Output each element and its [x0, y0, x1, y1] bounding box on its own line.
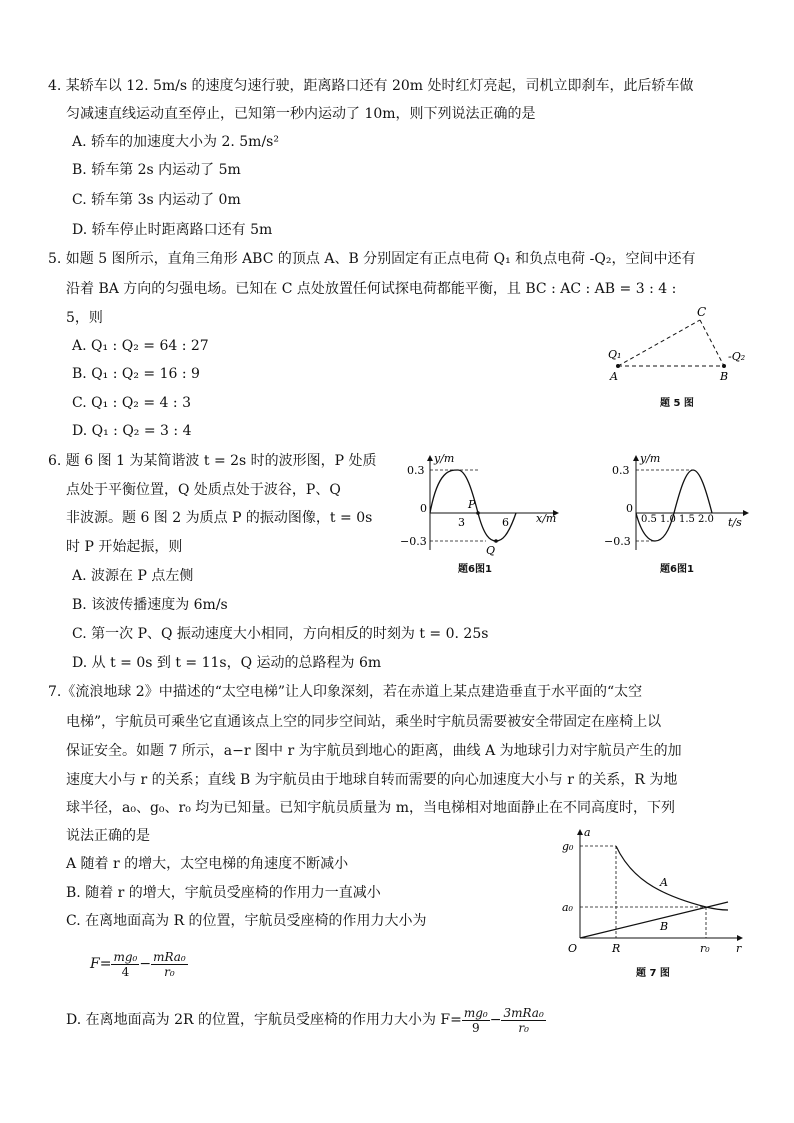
x-tick-0.5: 0.5 — [641, 514, 657, 525]
label-a: A — [610, 370, 618, 383]
label-o: O — [568, 942, 578, 955]
q6-fig2-caption: 题6图1 — [660, 564, 694, 575]
q7-stem-line6: 说法正确的是 — [66, 828, 150, 844]
q7-stem-line5: 球半径，a₀、g₀、r₀ 均为已知量。已知宇航员质量为 m，当电梯相对地面静止在不同高度时，下列 — [66, 800, 676, 816]
curve-a — [616, 846, 728, 910]
denominator: r₀ — [164, 964, 175, 979]
label-q2: -Q₂ — [728, 350, 746, 363]
label-r-radius: R — [612, 942, 621, 955]
fraction-2 — [151, 950, 188, 979]
q7-option-d-text: D. 在离地面高为 2R 的位置，宇航员受座椅的作用力大小为 F= — [66, 1012, 462, 1028]
ylabel: y/m — [434, 452, 455, 465]
q6-stem-line1: 6. 题 6 图 1 为某简谐波 t = 2s 时的波形图，P 处质 — [48, 453, 377, 469]
y-bottom-label: −0.3 — [400, 535, 427, 548]
y-top-label: 0.3 — [612, 464, 630, 477]
minus: − — [489, 1012, 502, 1028]
q6-stem-line2: 点处于平衡位置，Q 处质点处于波谷，P、Q — [66, 482, 341, 498]
q5-stem-line1: 5. 如题 5 图所示，直角三角形 ABC 的顶点 A、B 分别固定有正点电荷 Q₁ 和负点电荷 -Q₂，空间中还有 — [48, 251, 696, 267]
q6-option-d: D. 从 t = 0s 到 t = 11s，Q 运动的总路程为 6m — [72, 655, 382, 671]
x-tick-1.0: 1.0 — [660, 514, 676, 525]
label-a0: a₀ — [562, 901, 573, 914]
origin-label: 0 — [626, 502, 633, 515]
q5-option-d: D. Q₁ : Q₂ = 3 : 4 — [72, 423, 192, 439]
side-ac — [618, 320, 700, 366]
q7-option-b: B. 随着 r 的增大，宇航员受座椅的作用力一直减小 — [66, 885, 381, 901]
q6-option-a: A. 波源在 P 点左侧 — [72, 568, 194, 584]
label-curve-a: A — [660, 876, 668, 889]
q5-option-b: B. Q₁ : Q₂ = 16 : 9 — [72, 366, 200, 382]
label-c: C — [697, 305, 707, 319]
q7-figure-caption: 题 7 图 — [636, 968, 670, 979]
q7-option-a: A 随着 r 的增大，太空电梯的角速度不断减小 — [66, 856, 349, 872]
x-tick-1.5: 1.5 — [679, 514, 695, 525]
q4-stem-line2: 匀减速直线运动直至停止，已知第一秒内运动了 10m，则下列说法正确的是 — [66, 106, 536, 122]
q7-stem-line2: 电梯”，宇航员可乘坐它直通该点上空的同步空间站，乘坐时宇航员需要被安全带固定在座椅上以 — [66, 714, 662, 730]
q6-stem-line3: 非波源。题 6 图 2 为质点 P 的振动图像，t = 0s — [66, 510, 373, 526]
label-line-b: B — [660, 920, 669, 933]
q7-stem-line4: 速度大小与 r 的关系；直线 B 为宇航员由于地球自转而需要的向心加速度大小与 r 的关系，R 为地 — [66, 772, 678, 788]
q6-option-c: C. 第一次 P、Q 振动速度大小相同，方向相反的时刻为 t = 0. 25s — [72, 626, 489, 642]
formula-f: F= — [90, 956, 112, 972]
q6-fig1-caption: 题6图1 — [458, 564, 492, 575]
y-top-label: 0.3 — [407, 464, 425, 477]
vibration-curve — [636, 470, 712, 541]
label-g0: g₀ — [562, 840, 574, 853]
q7-stem-line3: 保证安全。如题 7 所示，a−r 图中 r 为宇航员到地心的距离，曲线 A 为地球引力对宇航员产生的加 — [66, 743, 682, 759]
label-q: Q — [486, 544, 496, 557]
denominator: 9 — [471, 1020, 480, 1035]
q7-a-r-figure — [560, 826, 750, 960]
label-b: B — [720, 370, 729, 383]
fraction-2 — [501, 1006, 545, 1035]
side-bc — [700, 320, 724, 366]
point-b-dot — [722, 364, 726, 368]
ylabel: y/m — [640, 452, 661, 465]
x-tick-2.0: 2.0 — [698, 514, 714, 525]
q6-stem-line4: 时 P 开始起振，则 — [66, 539, 183, 555]
denominator: 4 — [121, 964, 130, 979]
x-tick-3: 3 — [458, 516, 465, 529]
x-tick-6: 6 — [502, 516, 509, 529]
label-r-axis: r — [736, 942, 742, 955]
q5-stem-line2: 沿着 BA 方向的匀强电场。已知在 C 点处放置任何试探电荷都能平衡，且 BC : AC : AB = 3 : 4 : — [66, 281, 677, 297]
xlabel: x/m — [536, 512, 557, 525]
q7-option-d — [66, 1000, 546, 1040]
numerator: mg₀ — [113, 949, 138, 964]
q7-stem-line1: 7.《流浪地球 2》中描述的“太空电梯”让人印象深刻，若在赤道上某点建造垂直于水平面的“太空 — [48, 684, 643, 700]
label-r0: r₀ — [700, 942, 710, 955]
minus: − — [139, 956, 152, 972]
q7-option-c-formula — [90, 944, 188, 984]
q7-option-c: C. 在离地面高为 R 的位置，宇航员受座椅的作用力大小为 — [66, 913, 427, 929]
q6-option-b: B. 该波传播速度为 6m/s — [72, 597, 228, 613]
q4-option-d: D. 轿车停止时距离路口还有 5m — [72, 222, 273, 238]
origin-label: 0 — [420, 502, 427, 515]
fraction-1 — [111, 950, 139, 979]
q5-option-c: C. Q₁ : Q₂ = 4 : 3 — [72, 395, 191, 411]
q6-wave-figure — [398, 450, 568, 560]
q4-option-c: C. 轿车第 3s 内运动了 0m — [72, 192, 241, 208]
q4-option-a: A. 轿车的加速度大小为 2. 5m/s² — [72, 134, 279, 150]
numerator: mg₀ — [463, 1005, 488, 1020]
point-p — [476, 511, 480, 515]
q5-figure-caption: 题 5 图 — [660, 398, 694, 409]
label-p: P — [468, 498, 476, 511]
q5-stem-line3: 5，则 — [66, 310, 103, 326]
point-q — [494, 539, 498, 543]
q6-vibration-figure — [598, 450, 758, 560]
y-bottom-label: −0.3 — [604, 535, 631, 548]
denominator: r₀ — [518, 1020, 529, 1035]
point-a-dot — [616, 364, 620, 368]
label-q1: Q₁ — [608, 348, 622, 361]
fraction-1 — [462, 1006, 490, 1035]
q5-option-a: A. Q₁ : Q₂ = 64 : 27 — [72, 338, 209, 354]
label-a-axis: a — [584, 826, 591, 839]
numerator: 3mRa₀ — [503, 1005, 544, 1020]
xlabel: t/s — [728, 516, 742, 529]
q4-stem-line1: 4. 某轿车以 12. 5m/s 的速度匀速行驶，距离路口还有 20m 处时红灯亮起，司机立即刹车，此后轿车做 — [48, 78, 694, 94]
numerator: mRa₀ — [153, 949, 186, 964]
q4-option-b: B. 轿车第 2s 内运动了 5m — [72, 162, 241, 178]
